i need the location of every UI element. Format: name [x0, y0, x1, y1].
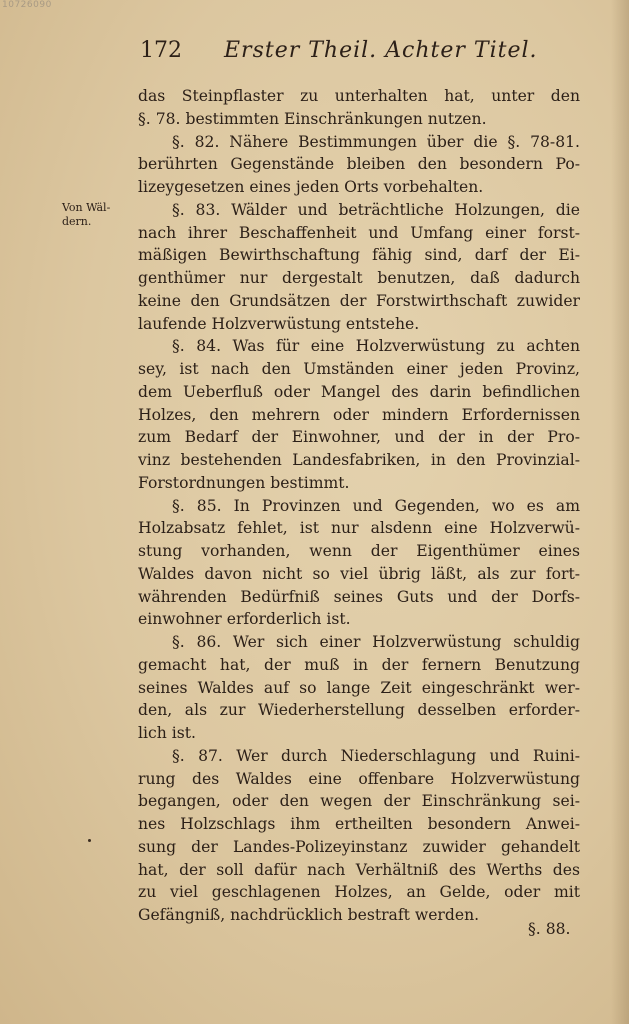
page-number: 172	[140, 38, 182, 63]
text-line: §. 85. In Provinzen und Gegenden, wo es am	[172, 496, 580, 515]
text-line: §. 78. bestimmten Einschränkungen nutzen.	[138, 109, 487, 128]
text-line: hat, der soll dafür nach Verhältniß des Werths des	[138, 860, 580, 879]
margin-note	[62, 201, 134, 229]
text-line: Forstordnungen bestimmt.	[138, 473, 350, 492]
ink-dot	[88, 839, 91, 842]
text-line: §. 86. Wer sich einer Holzverwüstung schuldig	[172, 633, 580, 651]
text-line: §. 84. Was für eine Holzverwüstung zu achten	[172, 337, 580, 356]
corner-shelf-mark: 10726090	[2, 0, 52, 10]
page-header	[140, 38, 580, 68]
text-line: sey, ist nach den Umständen einer jeden Provinz,	[138, 360, 580, 378]
text-line: begangen, oder den wegen der Einschränkung sei-	[138, 792, 580, 811]
body-text	[138, 85, 580, 927]
text-line: den, als zur Wiederherstellung desselben erforder-	[138, 701, 580, 720]
text-line: einwohner erforderlich ist.	[138, 610, 351, 629]
catchword: §. 88.	[528, 920, 571, 938]
margin-note-line: Von Wäl-	[62, 201, 111, 214]
text-line: laufende Holzverwüstung entstehe.	[138, 314, 420, 333]
text-line: Holzabsatz fehlet, ist nur alsdenn eine Holzverwü-	[138, 519, 580, 538]
text-line: mäßigen Bewirthschaftung fähig sind, darf der Ei-	[138, 246, 580, 265]
text-line: nes Holzschlags ihm ertheilten besondern Anwei-	[138, 815, 580, 833]
text-line: lizeygesetzen eines jeden Orts vorbehalten.	[138, 178, 484, 196]
text-line: §. 82. Nähere Bestimmungen über die §. 78-81.	[172, 132, 580, 151]
text-line: das Steinpflaster zu unterhalten hat, unter den	[138, 87, 580, 105]
margin-note-line: dern.	[62, 215, 92, 228]
text-line: vinz bestehenden Landesfabriken, in den Provinzial-	[138, 451, 580, 469]
text-line: berührten Gegenstände bleiben den besondern Po-	[138, 155, 580, 174]
text-line: lich ist.	[138, 724, 196, 742]
text-line: Gefängniß, nachdrücklich bestraft werden.	[138, 906, 480, 924]
text-line: rung des Waldes eine offenbare Holzverwüstung	[138, 769, 580, 788]
text-line: nach ihrer Beschaffenheit und Umfang einer forst-	[138, 223, 580, 242]
text-line: §. 87. Wer durch Niederschlagung und Ruini-	[172, 746, 580, 765]
text-line: §. 83. Wälder und beträchtliche Holzungen, die	[172, 200, 580, 219]
text-line: Waldes davon nicht so viel übrig läßt, als zur fort-	[138, 564, 580, 583]
text-line: sung der Landes-Polizeyinstanz zuwider gehandelt	[138, 837, 580, 856]
text-line: keine den Grundsätzen der Forstwirthschaft zuwider	[138, 291, 580, 310]
text-line: währenden Bedürfniß seines Guts und der Dorfs-	[138, 587, 580, 606]
text-line: stung vorhanden, wenn der Eigenthümer eines	[138, 542, 580, 560]
text-line: zu viel geschlagenen Holzes, an Gelde, oder mit	[138, 883, 580, 902]
text-line: Holzes, den mehrern oder mindern Erfordernissen	[138, 405, 580, 424]
text-line: genthümer nur dergestalt benutzen, daß dadurch	[138, 269, 580, 287]
text-line: dem Ueberfluß oder Mangel des darin befindlichen	[138, 382, 580, 401]
running-title: Erster Theil. Achter Titel.	[224, 38, 538, 63]
text-line: gemacht hat, der muß in der fernern Benutzung	[138, 655, 580, 674]
text-line: seines Waldes auf so lange Zeit eingeschränkt wer-	[138, 678, 580, 697]
text-line: zum Bedarf der Einwohner, und der in der Pro-	[138, 428, 580, 447]
